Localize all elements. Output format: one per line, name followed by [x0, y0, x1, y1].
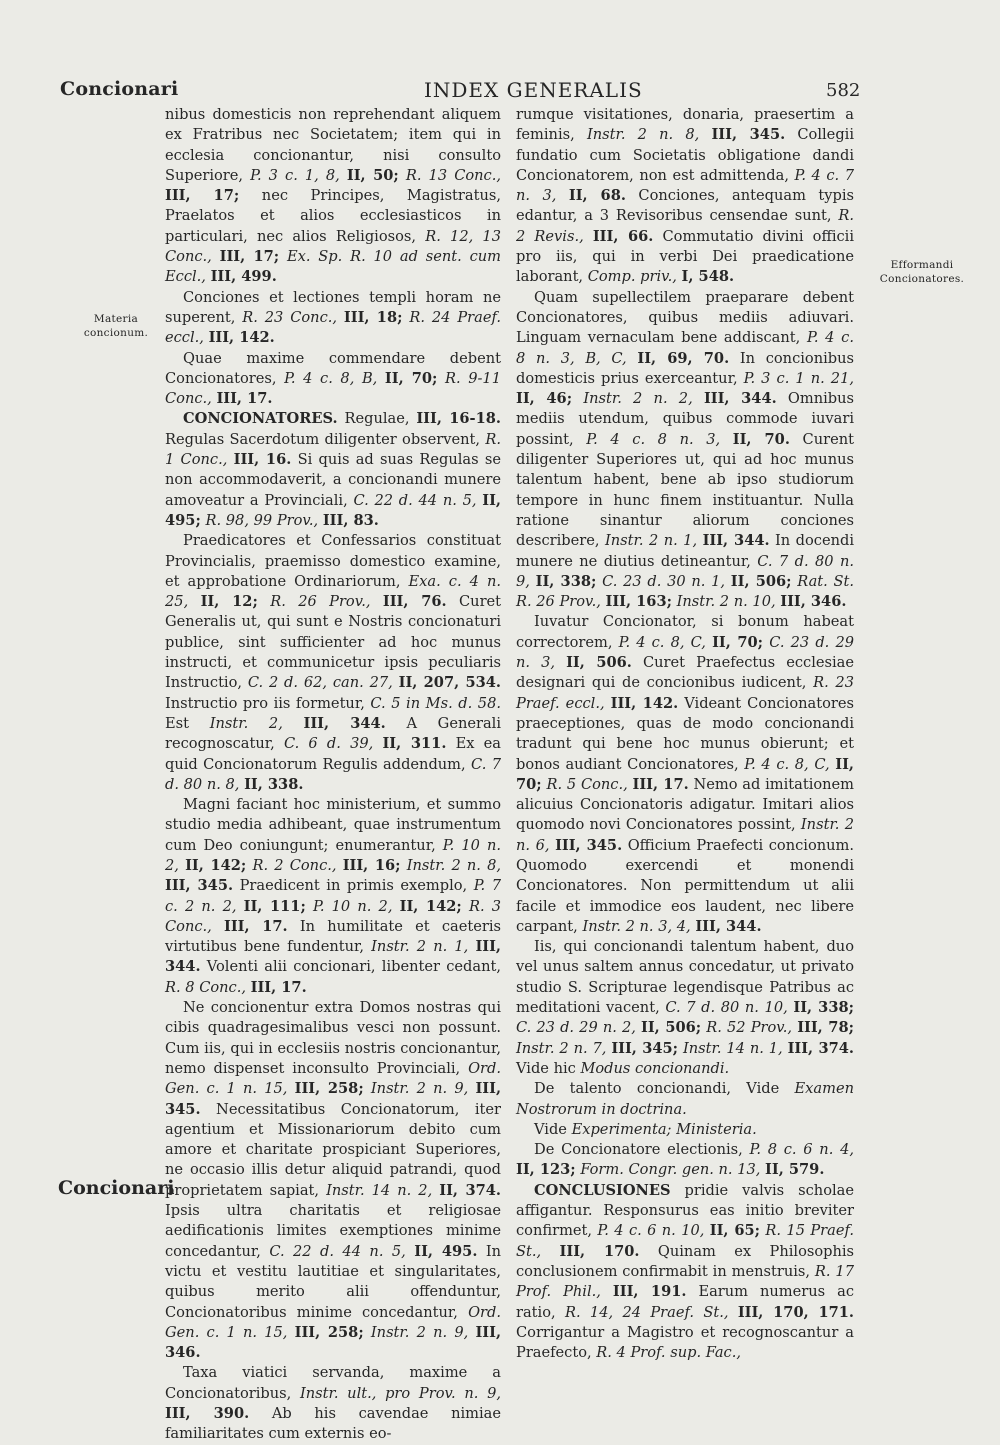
left_column-paragraph: Quae maxime commendare debent Concionatores, P. 4 c. 8, B, II, 70; R. 9-11 Conc., III, 17. [165, 349, 501, 408]
text-column-left [165, 105, 501, 1445]
page-title: INDEX GENERALIS [424, 78, 643, 102]
text-column-right [516, 105, 854, 1363]
right_column-paragraph: Iis, qui concionandi talentum habent, duo vel unus saltem annus concedatur, ut privato studio S. Scripturae legendisque Patribus ac meditationi vacent, C. 7 d. 80 n. 10, II, 338; C. 23 d. 29 n. 2, II, 506; R. 52 Prov., III, 78; Instr. 2 n. 7, III, 345; Instr. 14 n. 1, III, 374. Vide hic Modus concionandi. [516, 938, 855, 1077]
right_column-paragraph: Iuvatur Concionator, si bonum habeat correctorem, P. 4 c. 8, C, II, 70; C. 23 d. 29 n. 3, II, 506. Curet Praefectus ecclesiae designari qui de concionibus iudicent, R. 23 Praef. eccl., III, 142. Videant Concionatores praeceptiones, quas de modo concionandi tradunt qui bene hoc munus obierunt; et bonos audiant Concionatores, P. 4 c. 8, C, II, 70; R. 5 Conc., III, 17. Nemo ad imitationem alicuius Concionatoris adigatur. Imitari alios quomodo novi Concionatores possint, Instr. 2 n. 6, III, 345. Officium Praefecti concionum. Quomodo exercendi et monendi Concionatores. Non permittendum ut alii facile et immodice eos laudent, nec libere carpant, Instr. 2 n. 3, 4, III, 344. [516, 613, 855, 935]
left_column-paragraph: Conciones et lectiones templi horam ne superent, R. 23 Conc., III, 18; R. 24 Praef. eccl., III, 142. [165, 288, 501, 347]
left_column-paragraph: CONCIONATORES. Regulae, III, 16-18. Regulas Sacerdotum diligenter observent, R. 1 Conc., III, 16. Si quis ad suas Regulas se non accommodaverit, a concionandi munere amoveatur a Provinciali, C. 22 d. 44 n. 5, II, 495; R. 98, 99 Prov., III, 83. [165, 410, 502, 529]
left_column-paragraph: Magni faciant hoc ministerium, et summo studio media adhibeant, quae instrumentum cum Deo coniungunt; enumerantur, P. 10 n. 2, II, 142; R. 2 Conc., III, 16; Instr. 2 n. 8, III, 345. Praedicent in primis exemplo, P. 7 c. 2 n. 2, II, 111; P. 10 n. 2, II, 142; R. 3 Conc., III, 17. In humilitate et caeteris virtutibus bene fundentur, Instr. 2 n. 1, III, 344. Volenti alii concionari, libenter cedant, R. 8 Conc., III, 17. [165, 796, 502, 996]
left_column-paragraph: Taxa viatici servanda, maxime a Concionatoribus, Instr. ult., pro Prov. n. 9, III, 390. Ab his cavendae nimiae familiaritates cum externis eo- [165, 1364, 501, 1443]
left_column-paragraph: Ne concionentur extra Domos nostras qui cibis quadragesimalibus vesci non possunt. Cum iis, qui in ecclesiis nostris concionantur, nemo dispenset inconsulto Provinciali, Ord. Gen. c. 1 n. 15, III, 258; Instr. 2 n. 9, III, 345. Necessitatibus Concionatorum, iter agentium et Missionariorum debito cum amore et charitate prospiciant Superiores, ne occasio illis detur aliquid patrandi, quod proprietatem sapiat, Instr. 14 n. 2, II, 374. Ipsis ultra charitatis et religiosae aedificationis limites exemptiones minime concedantur, C. 22 d. 44 n. 5, II, 495. In victu et vestitu lautitiae et singularitates, quibus merito alii offenduntur, Concionatoribus minime concedantur, Ord. Gen. c. 1 n. 15, III, 258; Instr. 2 n. 9, III, 346. [165, 999, 502, 1362]
right_column-paragraph: Vide Experimenta; Ministeria. [534, 1120, 757, 1138]
margin-note-left: Materia concionum. [83, 313, 149, 339]
left_column-paragraph: nibus domesticis non reprehendant aliquem ex Fratribus nec Societatem; item qui in ecclesia concionantur, nisi consulto Superiore, P. 3 c. 1, 8, II, 50; R. 13 Conc., III, 17; nec Principes, Magistratus, Praelatos et alios ecclesiasticos in particulari, nec alios Religiosos, R. 12, 13 Conc., III, 17; Ex. Sp. R. 10 ad sent. cum Eccl., III, 499. [165, 106, 502, 286]
left_column-paragraph: Praedicatores et Confessarios constituat Provincialis, praemisso domestico examine, et approbatione Ordinariorum, Exa. c. 4 n. 25, II, 12; R. 26 Prov., III, 76. Curet Generalis ut, qui sunt e Nostris concionaturi publice, sint sufficienter ad hoc munus instructi, et communicetur ipsis peculiaris Instructio, C. 2 d. 62, can. 27, II, 207, 534. Instructio pro iis formetur, C. 5 in Ms. d. 58. Est Instr. 2, III, 344. A Generali recognoscatur, C. 6 d. 39, II, 311. Ex ea quid Concionatorum Regulis addendum, C. 7 d. 80 n. 8, II, 338. [165, 532, 502, 793]
right_column-paragraph: Quam supellectilem praeparare debent Concionatores, quibus mediis adiuvari. Linguam vernaculam bene addiscant, P. 4 c. 8 n. 3, B, C, II, 69, 70. In concionibus domesticis prius exerceantur, P. 3 c. 1 n. 21, II, 46; Instr. 2 n. 2, III, 344. Omnibus mediis utendum, quibus commode iuvari possint, P. 4 c. 8 n. 3, II, 70. Curent diligenter Superiores ut, qui ad hoc munus talentum habent, bene ab ipso studiorum tempore in hunc finem instituantur. Nulla ratione sinantur aliorum conciones describere, Instr. 2 n. 1, III, 344. In docendi munere ne diutius detineantur, C. 7 d. 80 n. 9, II, 338; C. 23 d. 30 n. 1, II, 506; Rat. St. R. 26 Prov., III, 163; Instr. 2 n. 10, III, 346. [516, 288, 855, 611]
running-head-term: Concionari [60, 78, 179, 100]
page-number: 582 [826, 80, 861, 101]
right_column-paragraph: De talento concionandi, Vide Examen Nostrorum in doctrina. [516, 1080, 854, 1118]
right_column-paragraph: CONCLUSIONES pridie valvis scholae affigantur. Responsurus eas initio breviter confirmet, P. 4 c. 6 n. 10, II, 65; R. 15 Praef. St., III, 170. Quinam ex Philosophis conclusionem confirmabit in menstruis, R. 17 Prof. Phil., III, 191. Earum numerus ac ratio, R. 14, 24 Praef. St., III, 170, 171. Corrigantur a Magistro et recognoscantur a Praefecto, R. 4 Prof. sup. Fac., [516, 1181, 855, 1362]
right_column-paragraph: rumque visitationes, donaria, praesertim a feminis, Instr. 2 n. 8, III, 345. Collegii fundatio cum Societatis obligatione dandi Concionatorem, non est admittenda, P. 4 c. 7 n. 3, II, 68. Conciones, antequam typis edantur, a 3 Revisoribus censendae sunt, R. 2 Revis., III, 66. Commutatio divini officii pro iis, qui in verbi Dei praedicatione laborant, Comp. priv., I, 548. [516, 106, 855, 286]
margin-note-right: Efformandi Concionatores. [879, 259, 965, 285]
footer-term: Concionari [58, 1177, 175, 1199]
right_column-paragraph: De Concionatore electionis, P. 8 c. 6 n. 4, II, 123; Form. Congr. gen. n. 13, II, 579. [516, 1141, 854, 1179]
